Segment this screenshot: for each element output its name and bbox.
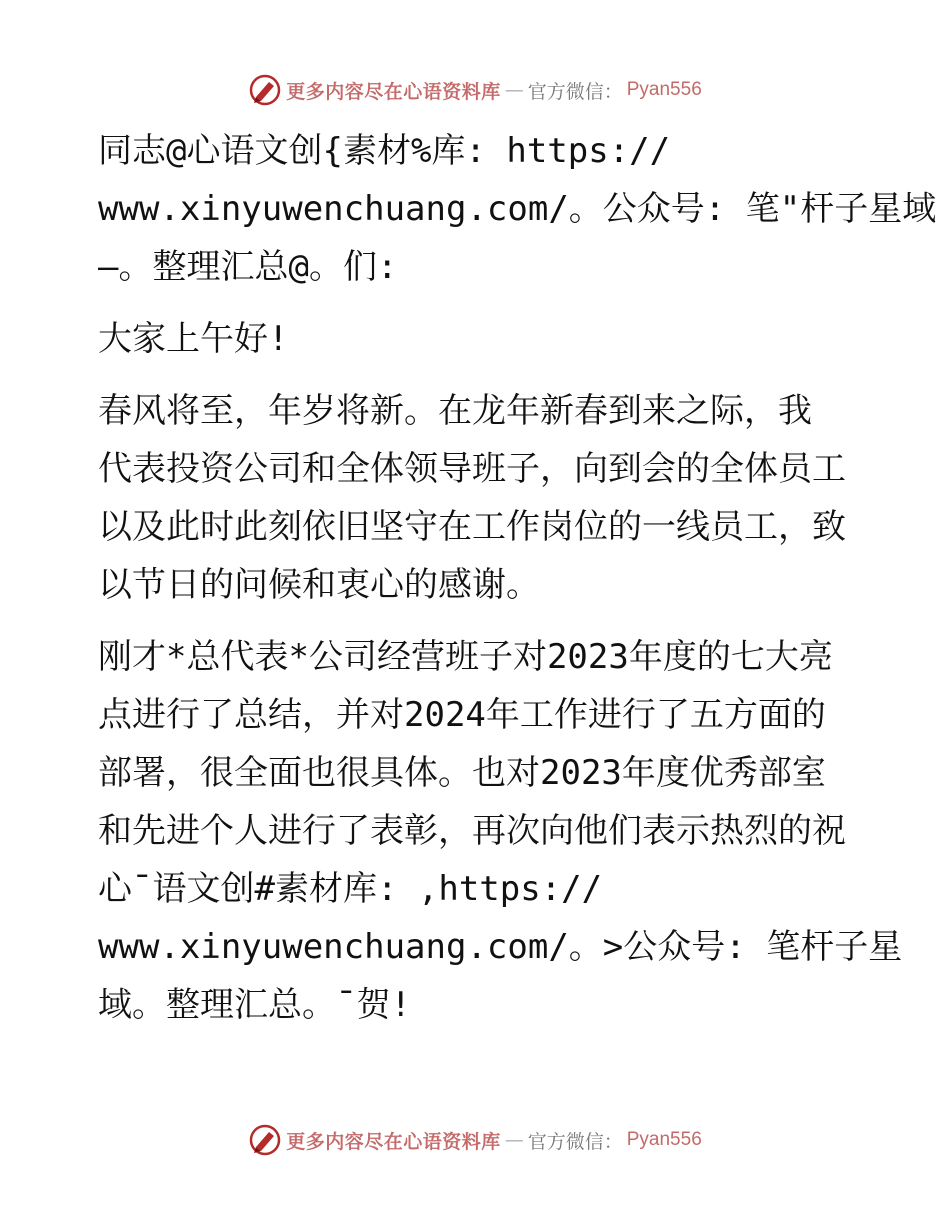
text-line: 以节日的问候和衷心的感谢。 [98,565,540,605]
banner-dash: — [504,79,524,101]
text-line: 点进行了总结，并对2024年工作进行了五方面的 [98,695,826,735]
text-line: 和先进个人进行了表彰，再次向他们表示热烈的祝 [98,811,846,851]
text-line: www.xinyuwenchuang.com/。>公众号: 笔杆子星 [98,927,903,967]
text-line: 春风将至，年岁将新。在龙年新春到来之际，我 [98,391,812,431]
paragraph-greeting [98,122,937,296]
pen-logo-icon [248,1123,282,1157]
text-line: 部署，很全面也很具体。也对2023年度优秀部室 [98,753,826,793]
banner-official-label: 官方微信： [527,80,623,103]
banner-wechat-id: Pyan556 [626,1129,702,1150]
text-line: 同志@心语文创{素材%库: https:// [98,131,671,171]
footer-banner [0,1120,950,1160]
text-line: 心¯语文创#素材库: ,https:// [98,869,603,909]
banner-inner [248,1123,702,1157]
paragraph-salutation [98,310,858,368]
banner-inner [248,73,702,107]
text-line: —。整理汇总@。们: [98,247,398,287]
banner-official-label: 官方微信： [527,1130,623,1153]
text-line: 以及此时此刻依旧坚守在工作岗位的一线员工，致 [98,507,846,547]
pen-logo-icon [248,73,282,107]
header-banner [0,70,950,110]
paragraph-new-year [98,382,858,614]
document-body [98,122,937,1034]
text-line: www.xinyuwenchuang.com/。公众号: 笔"杆子星域 [98,189,937,229]
text-line: 代表投资公司和全体领导班子，向到会的全体员工 [98,449,846,489]
banner-title: 更多内容尽在心语资料库 [286,1130,501,1153]
text-line: 域。整理汇总。¯贺! [98,985,411,1025]
text-line: 大家上午好! [98,319,289,359]
banner-wechat-id: Pyan556 [626,79,702,100]
banner-dash: — [504,1129,524,1151]
paragraph-summary [98,628,903,1034]
banner-title: 更多内容尽在心语资料库 [286,80,501,103]
text-line: 刚才*总代表*公司经营班子对2023年度的七大亮 [98,637,833,677]
